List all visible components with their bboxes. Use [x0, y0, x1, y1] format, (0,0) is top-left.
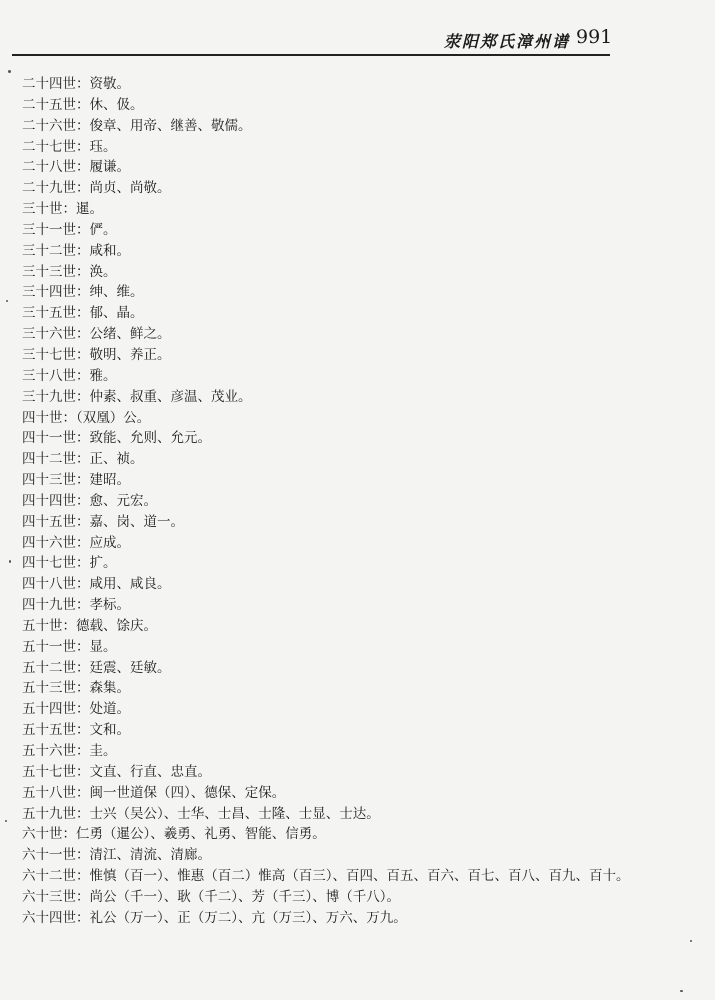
- generation-line: 四十二世：正、祯。: [22, 451, 144, 468]
- header-rule: [12, 54, 610, 56]
- generation-line: 五十四世：处道。: [22, 701, 130, 718]
- generation-line: 四十一世：致能、允则、允元。: [22, 430, 211, 447]
- generation-line: 五十三世：森集。: [22, 680, 130, 697]
- generation-line: 三十三世：涣。: [22, 263, 117, 280]
- generation-line: 二十七世：珏。: [22, 138, 117, 155]
- generation-line: 三十七世：敬明、养正。: [22, 346, 171, 363]
- generation-line: 六十一世：清江、清流、清廊。: [22, 847, 211, 864]
- generation-line: 五十二世：廷震、廷敏。: [22, 659, 171, 676]
- scan-speck: [6, 300, 8, 302]
- generation-line: 四十五世：嘉、岗、道一。: [22, 513, 184, 530]
- generation-line: 三十四世：绅、维。: [22, 284, 144, 301]
- scan-speck: [8, 70, 11, 73]
- genealogy-list: [22, 74, 630, 929]
- generation-line: 三十世：暹。: [22, 201, 103, 218]
- generation-line: 三十一世：俨。: [22, 221, 117, 238]
- generation-line: 五十八世：闽一世道保（四）、德保、定保。: [22, 784, 286, 801]
- header-title: 荥阳郑氏漳州谱: [444, 32, 571, 51]
- generation-line: 五十九世：士兴（吴公）、士华、士昌、士隆、士显、士达。: [22, 805, 380, 822]
- generation-line: 四十世：（双凰）公。: [22, 409, 151, 426]
- generation-line: 四十四世：愈、元宏。: [22, 492, 157, 509]
- scan-speck: [690, 940, 692, 942]
- generation-line: 三十五世：郁、晶。: [22, 305, 144, 322]
- generation-line: 五十七世：文直、行直、忠直。: [22, 763, 211, 780]
- generation-line: 六十三世：尚公（千一）、耿（千二）、芳（千三）、博（千八）。: [22, 888, 400, 905]
- generation-line: 六十四世：礼公（万一）、正（万二）、亢（万三）、万六、万九。: [22, 909, 407, 926]
- page-number: 991: [576, 26, 613, 48]
- scan-speck: [9, 560, 11, 563]
- generation-line: 三十六世：公绪、鲜之。: [22, 326, 171, 343]
- generation-line: 三十八世：雅。: [22, 367, 117, 384]
- generation-line: 二十六世：俊章、用帝、继善、敬儒。: [22, 117, 252, 134]
- generation-line: 五十世：德载、馀庆。: [22, 617, 157, 634]
- generation-line: 六十世：仁勇（暹公）、羲勇、礼勇、智能、信勇。: [22, 826, 326, 843]
- generation-line: 四十九世：孝标。: [22, 597, 130, 614]
- generation-line: 二十四世：资敬。: [22, 76, 130, 92]
- scan-speck: [680, 990, 683, 992]
- generation-line: 六十二世：惟慎（百一）、惟惠（百二）惟高（百三）、百四、百五、百六、百七、百八、百九、百十。: [22, 868, 630, 885]
- generation-line: 五十五世：文和。: [22, 722, 130, 739]
- generation-line: 二十九世：尚贞、尚敬。: [22, 180, 171, 197]
- generation-line: 二十五世：休、伋。: [22, 96, 144, 113]
- generation-line: 三十九世：仲素、叔重、彦温、茂业。: [22, 388, 252, 405]
- generation-line: 二十八世：履谦。: [22, 159, 130, 176]
- page-header: [430, 26, 620, 52]
- generation-line: 四十七世：扩。: [22, 555, 117, 572]
- generation-line: 四十六世：应成。: [22, 534, 130, 551]
- scan-speck: [5, 820, 7, 822]
- generation-line: 三十二世：咸和。: [22, 242, 130, 259]
- generation-line: 五十一世：显。: [22, 638, 117, 655]
- generation-line: 四十八世：咸用、咸良。: [22, 576, 171, 593]
- generation-line: 四十三世：建昭。: [22, 472, 130, 489]
- generation-line: 五十六世：圭。: [22, 743, 117, 759]
